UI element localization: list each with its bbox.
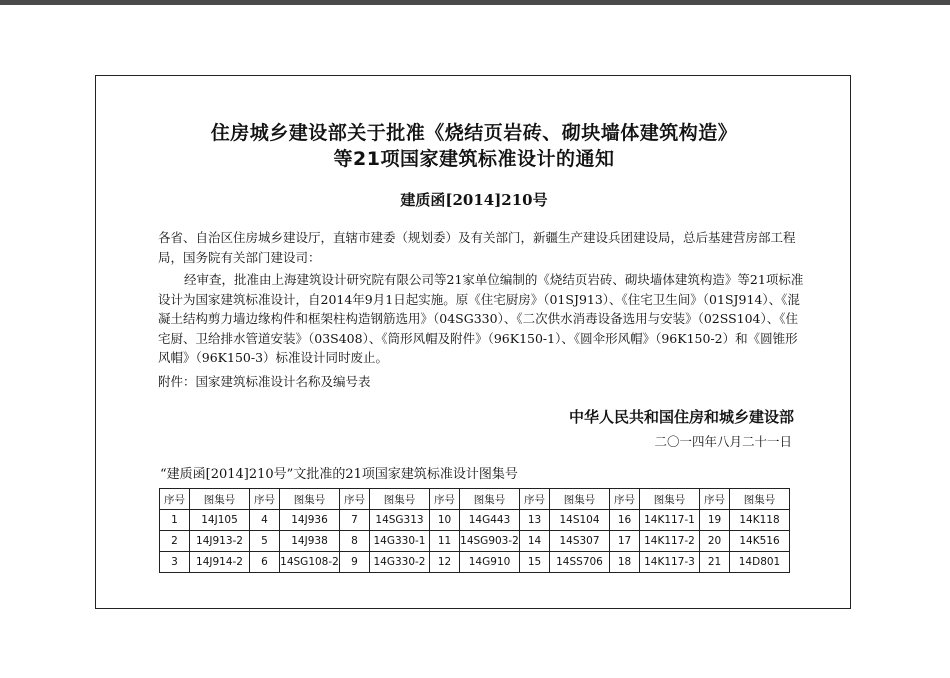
- body-paragraph: 经审查，批准由上海建筑设计研究院有限公司等21家单位编制的《烧结页岩砖、砌块墙体建筑构造》等21项标准设计为国家建筑标准设计，自2014年9月1日起实施。原《住宅厨房》（01SJ913）、《住宅卫生间》（01SJ914）、《混凝土结构剪力墙边缘构件和框架柱构造钢筋选用》（04SG330）、《二次供水消毒设备选用与安装》（02SS104）、《住宅厨、卫给排水管道安装》（03S408）、《筒形风帽及附件》（96K150-1）、《圆伞形风帽》（96K150-2）和《圆锥形风帽》（96K150-3）标准设计同时废止。: [158, 272, 804, 365]
- code-cell: 14J938: [280, 531, 340, 552]
- code-cell: 14K117-3: [640, 552, 700, 573]
- attachment-line: 附件：国家建筑标准设计名称及编号表: [158, 374, 371, 389]
- header-code: 图集号: [640, 489, 700, 510]
- table-row: [160, 510, 790, 531]
- seq-cell: 18: [610, 552, 640, 573]
- issuer-name: 中华人民共和国住房和城乡建设部: [568, 408, 794, 426]
- title-line-1: 住房城乡建设部关于批准《烧结页岩砖、砌块墙体建筑构造》: [210, 122, 738, 144]
- header-code: 图集号: [370, 489, 430, 510]
- seq-cell: 11: [430, 531, 460, 552]
- table-header-row: [160, 489, 790, 510]
- notice-title: [96, 120, 852, 172]
- document-page: [95, 75, 851, 609]
- seq-cell: 4: [250, 510, 280, 531]
- seq-cell: 19: [700, 510, 730, 531]
- seq-cell: 17: [610, 531, 640, 552]
- header-seq: 序号: [250, 489, 280, 510]
- code-cell: 14J105: [190, 510, 250, 531]
- header-seq: 序号: [160, 489, 190, 510]
- header-seq: 序号: [520, 489, 550, 510]
- seq-cell: 16: [610, 510, 640, 531]
- code-cell: 14J936: [280, 510, 340, 531]
- seq-cell: 13: [520, 510, 550, 531]
- header-code: 图集号: [280, 489, 340, 510]
- code-cell: 14SG313: [370, 510, 430, 531]
- seq-cell: 1: [160, 510, 190, 531]
- seq-cell: 14: [520, 531, 550, 552]
- seq-cell: 7: [340, 510, 370, 531]
- seq-cell: 15: [520, 552, 550, 573]
- header-seq: 序号: [340, 489, 370, 510]
- header-seq: 序号: [610, 489, 640, 510]
- code-cell: 14SG903-2: [460, 531, 520, 552]
- document-number: 建质函[2014]210号: [400, 191, 548, 209]
- header-code: 图集号: [730, 489, 790, 510]
- code-cell: 14K117-2: [640, 531, 700, 552]
- seq-cell: 2: [160, 531, 190, 552]
- code-cell: 14J913-2: [190, 531, 250, 552]
- header-seq: 序号: [430, 489, 460, 510]
- seq-cell: 12: [430, 552, 460, 573]
- seq-cell: 5: [250, 531, 280, 552]
- seq-cell: 9: [340, 552, 370, 573]
- code-cell: 14S104: [550, 510, 610, 531]
- code-cell: 14G910: [460, 552, 520, 573]
- seq-cell: 10: [430, 510, 460, 531]
- table-title: “建质函[2014]210号”文批准的21项国家建筑标准设计图集号: [160, 467, 518, 482]
- addressee-paragraph: 各省、自治区住房城乡建设厅，直辖市建委（规划委）及有关部门，新疆生产建设兵团建设局，总后基建营房部工程局，国务院有关部门建设司：: [158, 230, 796, 265]
- top-window-bar: [0, 0, 950, 5]
- code-cell: 14K118: [730, 510, 790, 531]
- header-code: 图集号: [460, 489, 520, 510]
- code-cell: 14SS706: [550, 552, 610, 573]
- issue-date: 二〇一四年八月二十一日: [654, 434, 792, 449]
- code-cell: 14S307: [550, 531, 610, 552]
- table-row: [160, 531, 790, 552]
- code-cell: 14G443: [460, 510, 520, 531]
- seq-cell: 8: [340, 531, 370, 552]
- atlas-number-table: [159, 488, 790, 573]
- title-line-2: 等21项国家建筑标准设计的通知: [333, 148, 615, 170]
- code-cell: 14K516: [730, 531, 790, 552]
- header-seq: 序号: [700, 489, 730, 510]
- code-cell: 14K117-1: [640, 510, 700, 531]
- seq-cell: 21: [700, 552, 730, 573]
- code-cell: 14G330-1: [370, 531, 430, 552]
- header-code: 图集号: [190, 489, 250, 510]
- code-cell: 14D801: [730, 552, 790, 573]
- seq-cell: 6: [250, 552, 280, 573]
- table-row: [160, 552, 790, 573]
- header-code: 图集号: [550, 489, 610, 510]
- seq-cell: 20: [700, 531, 730, 552]
- seq-cell: 3: [160, 552, 190, 573]
- code-cell: 14J914-2: [190, 552, 250, 573]
- code-cell: 14G330-2: [370, 552, 430, 573]
- code-cell: 14SG108-2: [280, 552, 340, 573]
